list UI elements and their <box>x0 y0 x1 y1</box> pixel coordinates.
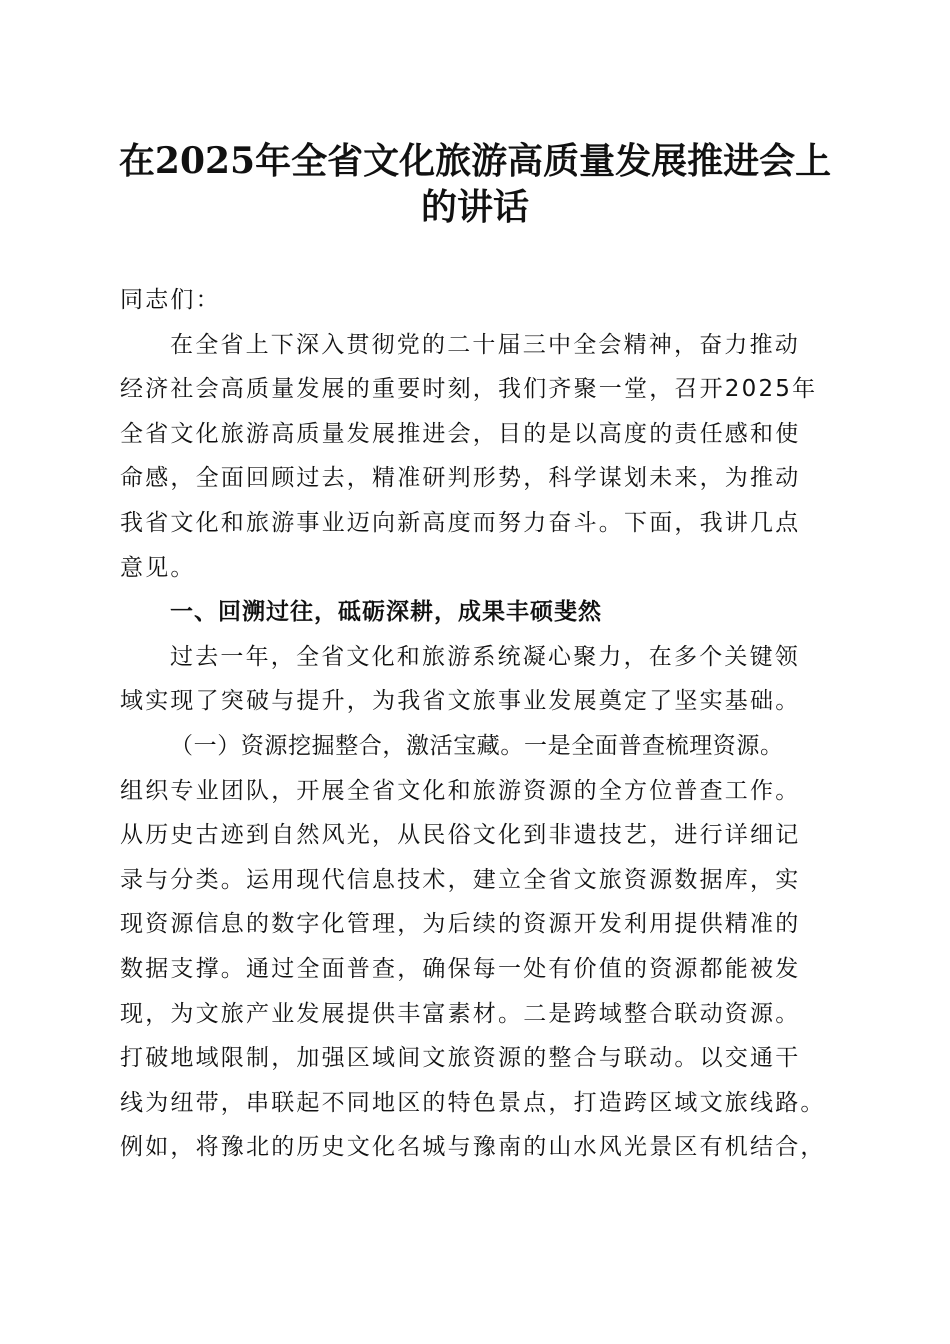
paragraph-line: 组织专业团队，开展全省文化和旅游资源的全方位普查工作。 <box>120 777 801 804</box>
paragraph-line: 现，为文旅产业发展提供丰富素材。二是跨域整合联动资源。 <box>120 1000 801 1027</box>
paragraph-line: 域实现了突破与提升，为我省文旅事业发展奠定了坚实基础。 <box>120 688 801 715</box>
subsection-paragraph-1 <box>120 724 832 1170</box>
paragraph-line: 录与分类。运用现代信息技术，建立全省文旅资源数据库，实 <box>120 866 801 893</box>
paragraph-line: （一）资源挖掘整合，激活宝藏。一是全面普查梳理资源。 <box>170 732 784 759</box>
title-line-2: 的讲话 <box>420 186 529 228</box>
paragraph-line: 打破地域限制，加强区域间文旅资源的整合与联动。以交通干 <box>120 1045 801 1072</box>
paragraph-line: 意见。 <box>120 554 196 581</box>
paragraph-line: 线为纽带，串联起不同地区的特色景点，打造跨区域文旅线路。 <box>120 1089 826 1116</box>
paragraph-line: 在全省上下深入贯彻党的二十届三中全会精神，奋力推动 <box>170 331 800 358</box>
paragraph-line: 现资源信息的数字化管理，为后续的资源开发利用提供精准的 <box>120 911 801 938</box>
paragraph-line: 我省文化和旅游事业迈向新高度而努力奋斗。下面，我讲几点 <box>120 509 801 536</box>
title-line-1: 在2025年全省文化旅游高质量发展推进会上 <box>118 140 832 182</box>
section-intro-paragraph <box>120 635 832 724</box>
document-title <box>100 138 850 230</box>
paragraph-line: 数据支撑。通过全面普查，确保每一处有价值的资源都能被发 <box>120 955 801 982</box>
paragraph-line: 全省文化旅游高质量发展推进会，目的是以高度的责任感和使 <box>120 420 801 447</box>
paragraph-line: 从历史古迹到自然风光，从民俗文化到非遗技艺，进行详细记 <box>120 822 801 849</box>
section-heading-1: 一、回溯过往，砥砺深耕，成果丰硕斐然 <box>170 599 602 626</box>
paragraph-line: 例如，将豫北的历史文化名城与豫南的山水风光景区有机结合， <box>120 1134 826 1161</box>
paragraph-line: 命感，全面回顾过去，精准研判形势，科学谋划未来，为推动 <box>120 465 801 492</box>
salutation: 同志们： <box>120 287 221 313</box>
document-body <box>120 278 832 1170</box>
intro-paragraph <box>120 323 832 591</box>
paragraph-line: 过去一年，全省文化和旅游系统凝心聚力，在多个关键领 <box>170 643 800 670</box>
paragraph-line: 经济社会高质量发展的重要时刻，我们齐聚一堂，召开2025年 <box>120 376 818 403</box>
